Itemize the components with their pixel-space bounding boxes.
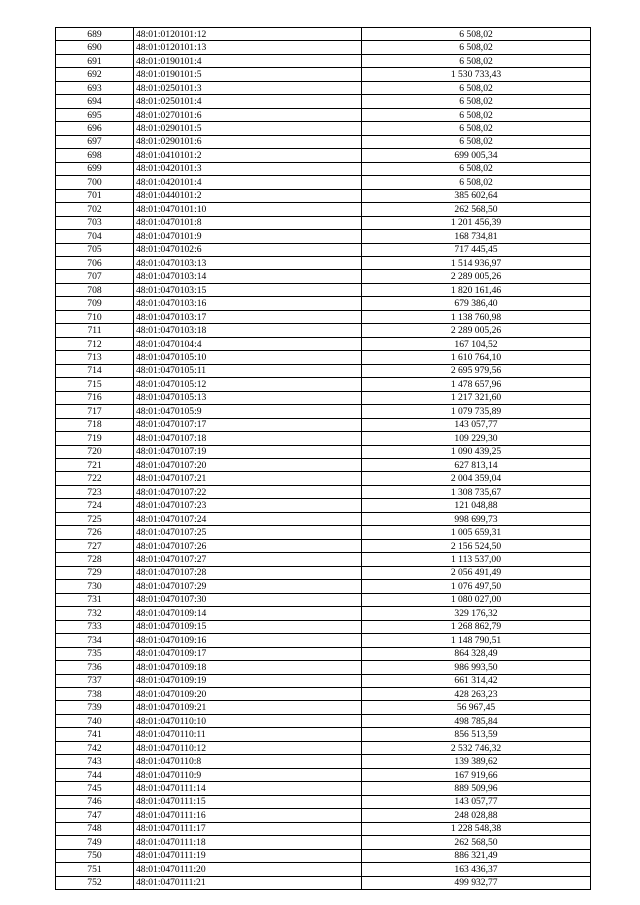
cadastral-value-cell: 1 113 537,00 <box>362 553 591 566</box>
row-number-cell: 743 <box>56 755 134 768</box>
row-number-cell: 732 <box>56 607 134 620</box>
cadastral-value-cell: 1 201 456,39 <box>362 216 591 229</box>
row-number-cell: 747 <box>56 809 134 822</box>
row-number-cell: 713 <box>56 351 134 364</box>
cadastral-value-cell: 1 530 733,43 <box>362 68 591 81</box>
row-number-cell: 734 <box>56 634 134 647</box>
row-number-cell: 728 <box>56 553 134 566</box>
cadastral-number-cell: 48:01:0470109:21 <box>134 701 362 714</box>
document-page <box>55 27 590 890</box>
cadastral-number-cell: 48:01:0470103:16 <box>134 297 362 310</box>
cadastral-value-cell: 248 028,88 <box>362 809 591 822</box>
row-number-cell: 733 <box>56 620 134 633</box>
cadastral-value-cell: 1 478 657,96 <box>362 378 591 391</box>
cadastral-value-cell: 1 148 790,51 <box>362 634 591 647</box>
table-row <box>56 566 591 579</box>
cadastral-value-table <box>55 27 591 890</box>
cadastral-value-cell: 1 308 735,67 <box>362 485 591 498</box>
row-number-cell: 711 <box>56 324 134 337</box>
cadastral-value-cell: 6 508,02 <box>362 162 591 175</box>
cadastral-value-cell: 6 508,02 <box>362 54 591 67</box>
cadastral-value-cell: 428 263,23 <box>362 687 591 700</box>
table-row <box>56 539 591 552</box>
row-number-cell: 740 <box>56 714 134 727</box>
table-row <box>56 620 591 633</box>
table-row <box>56 728 591 741</box>
table-row <box>56 337 591 350</box>
cadastral-number-cell: 48:01:0470107:23 <box>134 499 362 512</box>
row-number-cell: 712 <box>56 337 134 350</box>
row-number-cell: 731 <box>56 593 134 606</box>
table-row <box>56 162 591 175</box>
row-number-cell: 698 <box>56 149 134 162</box>
cadastral-value-cell: 889 509,96 <box>362 782 591 795</box>
cadastral-value-cell: 143 057,77 <box>362 795 591 808</box>
cadastral-number-cell: 48:01:0470111:20 <box>134 863 362 876</box>
cadastral-number-cell: 48:01:0420101:4 <box>134 176 362 189</box>
cadastral-value-cell: 499 932,77 <box>362 876 591 889</box>
cadastral-value-cell: 627 813,14 <box>362 459 591 472</box>
cadastral-value-cell: 6 508,02 <box>362 81 591 94</box>
table-row <box>56 822 591 835</box>
row-number-cell: 710 <box>56 310 134 323</box>
cadastral-number-cell: 48:01:0470103:13 <box>134 256 362 269</box>
cadastral-number-cell: 48:01:0470107:26 <box>134 539 362 552</box>
row-number-cell: 715 <box>56 378 134 391</box>
table-row <box>56 593 591 606</box>
table-row <box>56 108 591 121</box>
table-row <box>56 876 591 889</box>
cadastral-number-cell: 48:01:0420101:3 <box>134 162 362 175</box>
table-row <box>56 755 591 768</box>
row-number-cell: 705 <box>56 243 134 256</box>
cadastral-number-cell: 48:01:0470111:17 <box>134 822 362 835</box>
row-number-cell: 700 <box>56 176 134 189</box>
table-row <box>56 714 591 727</box>
table-row <box>56 135 591 148</box>
table-row <box>56 95 591 108</box>
cadastral-number-cell: 48:01:0470111:16 <box>134 809 362 822</box>
cadastral-number-cell: 48:01:0470107:28 <box>134 566 362 579</box>
cadastral-value-cell: 1 090 439,25 <box>362 445 591 458</box>
table-row <box>56 687 591 700</box>
cadastral-number-cell: 48:01:0470111:19 <box>134 849 362 862</box>
cadastral-number-cell: 48:01:0250101:4 <box>134 95 362 108</box>
table-row <box>56 647 591 660</box>
cadastral-value-cell: 1 076 497,50 <box>362 580 591 593</box>
cadastral-number-cell: 48:01:0470103:14 <box>134 270 362 283</box>
row-number-cell: 746 <box>56 795 134 808</box>
table-row <box>56 28 591 41</box>
cadastral-value-cell: 2 156 524,50 <box>362 539 591 552</box>
row-number-cell: 751 <box>56 863 134 876</box>
cadastral-value-cell: 2 695 979,56 <box>362 364 591 377</box>
table-row <box>56 701 591 714</box>
cadastral-number-cell: 48:01:0470109:19 <box>134 674 362 687</box>
row-number-cell: 727 <box>56 539 134 552</box>
table-row <box>56 674 591 687</box>
cadastral-value-cell: 6 508,02 <box>362 176 591 189</box>
cadastral-number-cell: 48:01:0470103:18 <box>134 324 362 337</box>
cadastral-value-cell: 262 568,50 <box>362 203 591 216</box>
cadastral-value-cell: 699 005,34 <box>362 149 591 162</box>
cadastral-number-cell: 48:01:0470109:16 <box>134 634 362 647</box>
cadastral-number-cell: 48:01:0470109:18 <box>134 661 362 674</box>
table-row <box>56 459 591 472</box>
table-row <box>56 741 591 754</box>
cadastral-value-cell: 1 268 862,79 <box>362 620 591 633</box>
cadastral-value-cell: 2 532 746,32 <box>362 741 591 754</box>
row-number-cell: 695 <box>56 108 134 121</box>
cadastral-value-cell: 661 314,42 <box>362 674 591 687</box>
cadastral-value-cell: 163 436,37 <box>362 863 591 876</box>
row-number-cell: 722 <box>56 472 134 485</box>
cadastral-value-cell: 143 057,77 <box>362 418 591 431</box>
table-row <box>56 256 591 269</box>
table-row <box>56 364 591 377</box>
table-row <box>56 216 591 229</box>
cadastral-value-cell: 121 048,88 <box>362 499 591 512</box>
row-number-cell: 748 <box>56 822 134 835</box>
cadastral-number-cell: 48:01:0470110:12 <box>134 741 362 754</box>
cadastral-value-cell: 1 138 760,98 <box>362 310 591 323</box>
row-number-cell: 736 <box>56 661 134 674</box>
cadastral-value-cell: 6 508,02 <box>362 95 591 108</box>
row-number-cell: 689 <box>56 28 134 41</box>
cadastral-number-cell: 48:01:0470107:27 <box>134 553 362 566</box>
table-row <box>56 230 591 243</box>
cadastral-number-cell: 48:01:0470105:9 <box>134 405 362 418</box>
cadastral-number-cell: 48:01:0470107:19 <box>134 445 362 458</box>
row-number-cell: 752 <box>56 876 134 889</box>
table-row <box>56 176 591 189</box>
cadastral-value-cell: 6 508,02 <box>362 135 591 148</box>
cadastral-value-cell: 1 610 764,10 <box>362 351 591 364</box>
table-row <box>56 768 591 781</box>
cadastral-number-cell: 48:01:0470105:10 <box>134 351 362 364</box>
cadastral-number-cell: 48:01:0470111:15 <box>134 795 362 808</box>
cadastral-number-cell: 48:01:0470110:10 <box>134 714 362 727</box>
table-row <box>56 310 591 323</box>
cadastral-number-cell: 48:01:0470107:22 <box>134 485 362 498</box>
table-row <box>56 445 591 458</box>
cadastral-number-cell: 48:01:0470107:24 <box>134 512 362 525</box>
cadastral-number-cell: 48:01:0190101:5 <box>134 68 362 81</box>
table-row <box>56 661 591 674</box>
row-number-cell: 738 <box>56 687 134 700</box>
table-row <box>56 378 591 391</box>
cadastral-value-cell: 1 820 161,46 <box>362 283 591 296</box>
cadastral-number-cell: 48:01:0440101:2 <box>134 189 362 202</box>
cadastral-value-cell: 717 445,45 <box>362 243 591 256</box>
cadastral-number-cell: 48:01:0410101:2 <box>134 149 362 162</box>
cadastral-number-cell: 48:01:0290101:6 <box>134 135 362 148</box>
row-number-cell: 699 <box>56 162 134 175</box>
cadastral-number-cell: 48:01:0470105:12 <box>134 378 362 391</box>
cadastral-value-cell: 385 602,64 <box>362 189 591 202</box>
cadastral-value-cell: 109 229,30 <box>362 432 591 445</box>
row-number-cell: 724 <box>56 499 134 512</box>
cadastral-value-cell: 986 993,50 <box>362 661 591 674</box>
row-number-cell: 719 <box>56 432 134 445</box>
table-row <box>56 405 591 418</box>
row-number-cell: 726 <box>56 526 134 539</box>
table-row <box>56 526 591 539</box>
cadastral-value-cell: 168 734,81 <box>362 230 591 243</box>
table-row <box>56 297 591 310</box>
row-number-cell: 694 <box>56 95 134 108</box>
row-number-cell: 725 <box>56 512 134 525</box>
cadastral-value-cell: 2 289 005,26 <box>362 270 591 283</box>
table-row <box>56 243 591 256</box>
table-row <box>56 68 591 81</box>
table-row <box>56 270 591 283</box>
table-row <box>56 553 591 566</box>
table-row <box>56 836 591 849</box>
cadastral-value-cell: 498 785,84 <box>362 714 591 727</box>
table-row <box>56 634 591 647</box>
cadastral-value-cell: 856 513,59 <box>362 728 591 741</box>
cadastral-number-cell: 48:01:0470110:11 <box>134 728 362 741</box>
cadastral-value-cell: 1 217 321,60 <box>362 391 591 404</box>
cadastral-value-cell: 864 328,49 <box>362 647 591 660</box>
row-number-cell: 709 <box>56 297 134 310</box>
row-number-cell: 729 <box>56 566 134 579</box>
cadastral-number-cell: 48:01:0470101:10 <box>134 203 362 216</box>
cadastral-value-cell: 167 104,52 <box>362 337 591 350</box>
row-number-cell: 692 <box>56 68 134 81</box>
cadastral-value-cell: 2 289 005,26 <box>362 324 591 337</box>
table-row <box>56 432 591 445</box>
cadastral-value-cell: 1 080 027,00 <box>362 593 591 606</box>
table-body <box>56 28 591 890</box>
cadastral-value-cell: 679 386,40 <box>362 297 591 310</box>
cadastral-number-cell: 48:01:0470109:20 <box>134 687 362 700</box>
row-number-cell: 707 <box>56 270 134 283</box>
cadastral-value-cell: 139 389,62 <box>362 755 591 768</box>
cadastral-number-cell: 48:01:0470109:17 <box>134 647 362 660</box>
cadastral-number-cell: 48:01:0470105:13 <box>134 391 362 404</box>
cadastral-value-cell: 998 699,73 <box>362 512 591 525</box>
row-number-cell: 718 <box>56 418 134 431</box>
cadastral-number-cell: 48:01:0470104:4 <box>134 337 362 350</box>
row-number-cell: 750 <box>56 849 134 862</box>
row-number-cell: 697 <box>56 135 134 148</box>
cadastral-value-cell: 886 321,49 <box>362 849 591 862</box>
cadastral-value-cell: 6 508,02 <box>362 28 591 41</box>
row-number-cell: 696 <box>56 122 134 135</box>
cadastral-value-cell: 2 004 359,04 <box>362 472 591 485</box>
cadastral-number-cell: 48:01:0470101:8 <box>134 216 362 229</box>
cadastral-number-cell: 48:01:0470105:11 <box>134 364 362 377</box>
row-number-cell: 693 <box>56 81 134 94</box>
row-number-cell: 690 <box>56 41 134 54</box>
row-number-cell: 720 <box>56 445 134 458</box>
table-row <box>56 41 591 54</box>
cadastral-value-cell: 262 568,50 <box>362 836 591 849</box>
row-number-cell: 706 <box>56 256 134 269</box>
cadastral-number-cell: 48:01:0190101:4 <box>134 54 362 67</box>
cadastral-number-cell: 48:01:0470103:17 <box>134 310 362 323</box>
cadastral-value-cell: 6 508,02 <box>362 108 591 121</box>
table-row <box>56 499 591 512</box>
cadastral-number-cell: 48:01:0470111:21 <box>134 876 362 889</box>
cadastral-number-cell: 48:01:0470107:17 <box>134 418 362 431</box>
row-number-cell: 708 <box>56 283 134 296</box>
row-number-cell: 737 <box>56 674 134 687</box>
cadastral-value-cell: 167 919,66 <box>362 768 591 781</box>
table-row <box>56 580 591 593</box>
cadastral-number-cell: 48:01:0470110:9 <box>134 768 362 781</box>
cadastral-value-cell: 1 005 659,31 <box>362 526 591 539</box>
row-number-cell: 723 <box>56 485 134 498</box>
row-number-cell: 714 <box>56 364 134 377</box>
row-number-cell: 741 <box>56 728 134 741</box>
row-number-cell: 703 <box>56 216 134 229</box>
row-number-cell: 717 <box>56 405 134 418</box>
cadastral-value-cell: 6 508,02 <box>362 122 591 135</box>
row-number-cell: 702 <box>56 203 134 216</box>
row-number-cell: 704 <box>56 230 134 243</box>
table-row <box>56 795 591 808</box>
row-number-cell: 721 <box>56 459 134 472</box>
cadastral-number-cell: 48:01:0470101:9 <box>134 230 362 243</box>
cadastral-number-cell: 48:01:0470111:14 <box>134 782 362 795</box>
cadastral-value-cell: 2 056 491,49 <box>362 566 591 579</box>
row-number-cell: 739 <box>56 701 134 714</box>
row-number-cell: 730 <box>56 580 134 593</box>
cadastral-value-cell: 6 508,02 <box>362 41 591 54</box>
row-number-cell: 745 <box>56 782 134 795</box>
cadastral-number-cell: 48:01:0470107:20 <box>134 459 362 472</box>
row-number-cell: 742 <box>56 741 134 754</box>
cadastral-value-cell: 1 079 735,89 <box>362 405 591 418</box>
cadastral-number-cell: 48:01:0470103:15 <box>134 283 362 296</box>
table-row <box>56 512 591 525</box>
cadastral-number-cell: 48:01:0290101:5 <box>134 122 362 135</box>
row-number-cell: 735 <box>56 647 134 660</box>
cadastral-number-cell: 48:01:0470109:14 <box>134 607 362 620</box>
table-row <box>56 472 591 485</box>
cadastral-number-cell: 48:01:0470109:15 <box>134 620 362 633</box>
table-row <box>56 485 591 498</box>
table-row <box>56 189 591 202</box>
cadastral-value-cell: 56 967,45 <box>362 701 591 714</box>
row-number-cell: 716 <box>56 391 134 404</box>
cadastral-number-cell: 48:01:0120101:12 <box>134 28 362 41</box>
table-row <box>56 324 591 337</box>
cadastral-number-cell: 48:01:0270101:6 <box>134 108 362 121</box>
cadastral-number-cell: 48:01:0120101:13 <box>134 41 362 54</box>
table-row <box>56 391 591 404</box>
row-number-cell: 749 <box>56 836 134 849</box>
table-row <box>56 782 591 795</box>
row-number-cell: 691 <box>56 54 134 67</box>
table-row <box>56 809 591 822</box>
cadastral-number-cell: 48:01:0470107:21 <box>134 472 362 485</box>
table-row <box>56 283 591 296</box>
cadastral-value-cell: 329 176,32 <box>362 607 591 620</box>
table-row <box>56 81 591 94</box>
table-row <box>56 863 591 876</box>
cadastral-number-cell: 48:01:0470107:18 <box>134 432 362 445</box>
cadastral-number-cell: 48:01:0470107:25 <box>134 526 362 539</box>
table-row <box>56 607 591 620</box>
table-row <box>56 418 591 431</box>
table-row <box>56 203 591 216</box>
cadastral-number-cell: 48:01:0470102:6 <box>134 243 362 256</box>
row-number-cell: 744 <box>56 768 134 781</box>
cadastral-value-cell: 1 228 548,38 <box>362 822 591 835</box>
table-row <box>56 122 591 135</box>
cadastral-number-cell: 48:01:0470110:8 <box>134 755 362 768</box>
cadastral-number-cell: 48:01:0470111:18 <box>134 836 362 849</box>
cadastral-value-cell: 1 514 936,97 <box>362 256 591 269</box>
cadastral-number-cell: 48:01:0250101:3 <box>134 81 362 94</box>
cadastral-number-cell: 48:01:0470107:30 <box>134 593 362 606</box>
table-row <box>56 149 591 162</box>
cadastral-number-cell: 48:01:0470107:29 <box>134 580 362 593</box>
table-row <box>56 849 591 862</box>
table-row <box>56 54 591 67</box>
table-row <box>56 351 591 364</box>
row-number-cell: 701 <box>56 189 134 202</box>
